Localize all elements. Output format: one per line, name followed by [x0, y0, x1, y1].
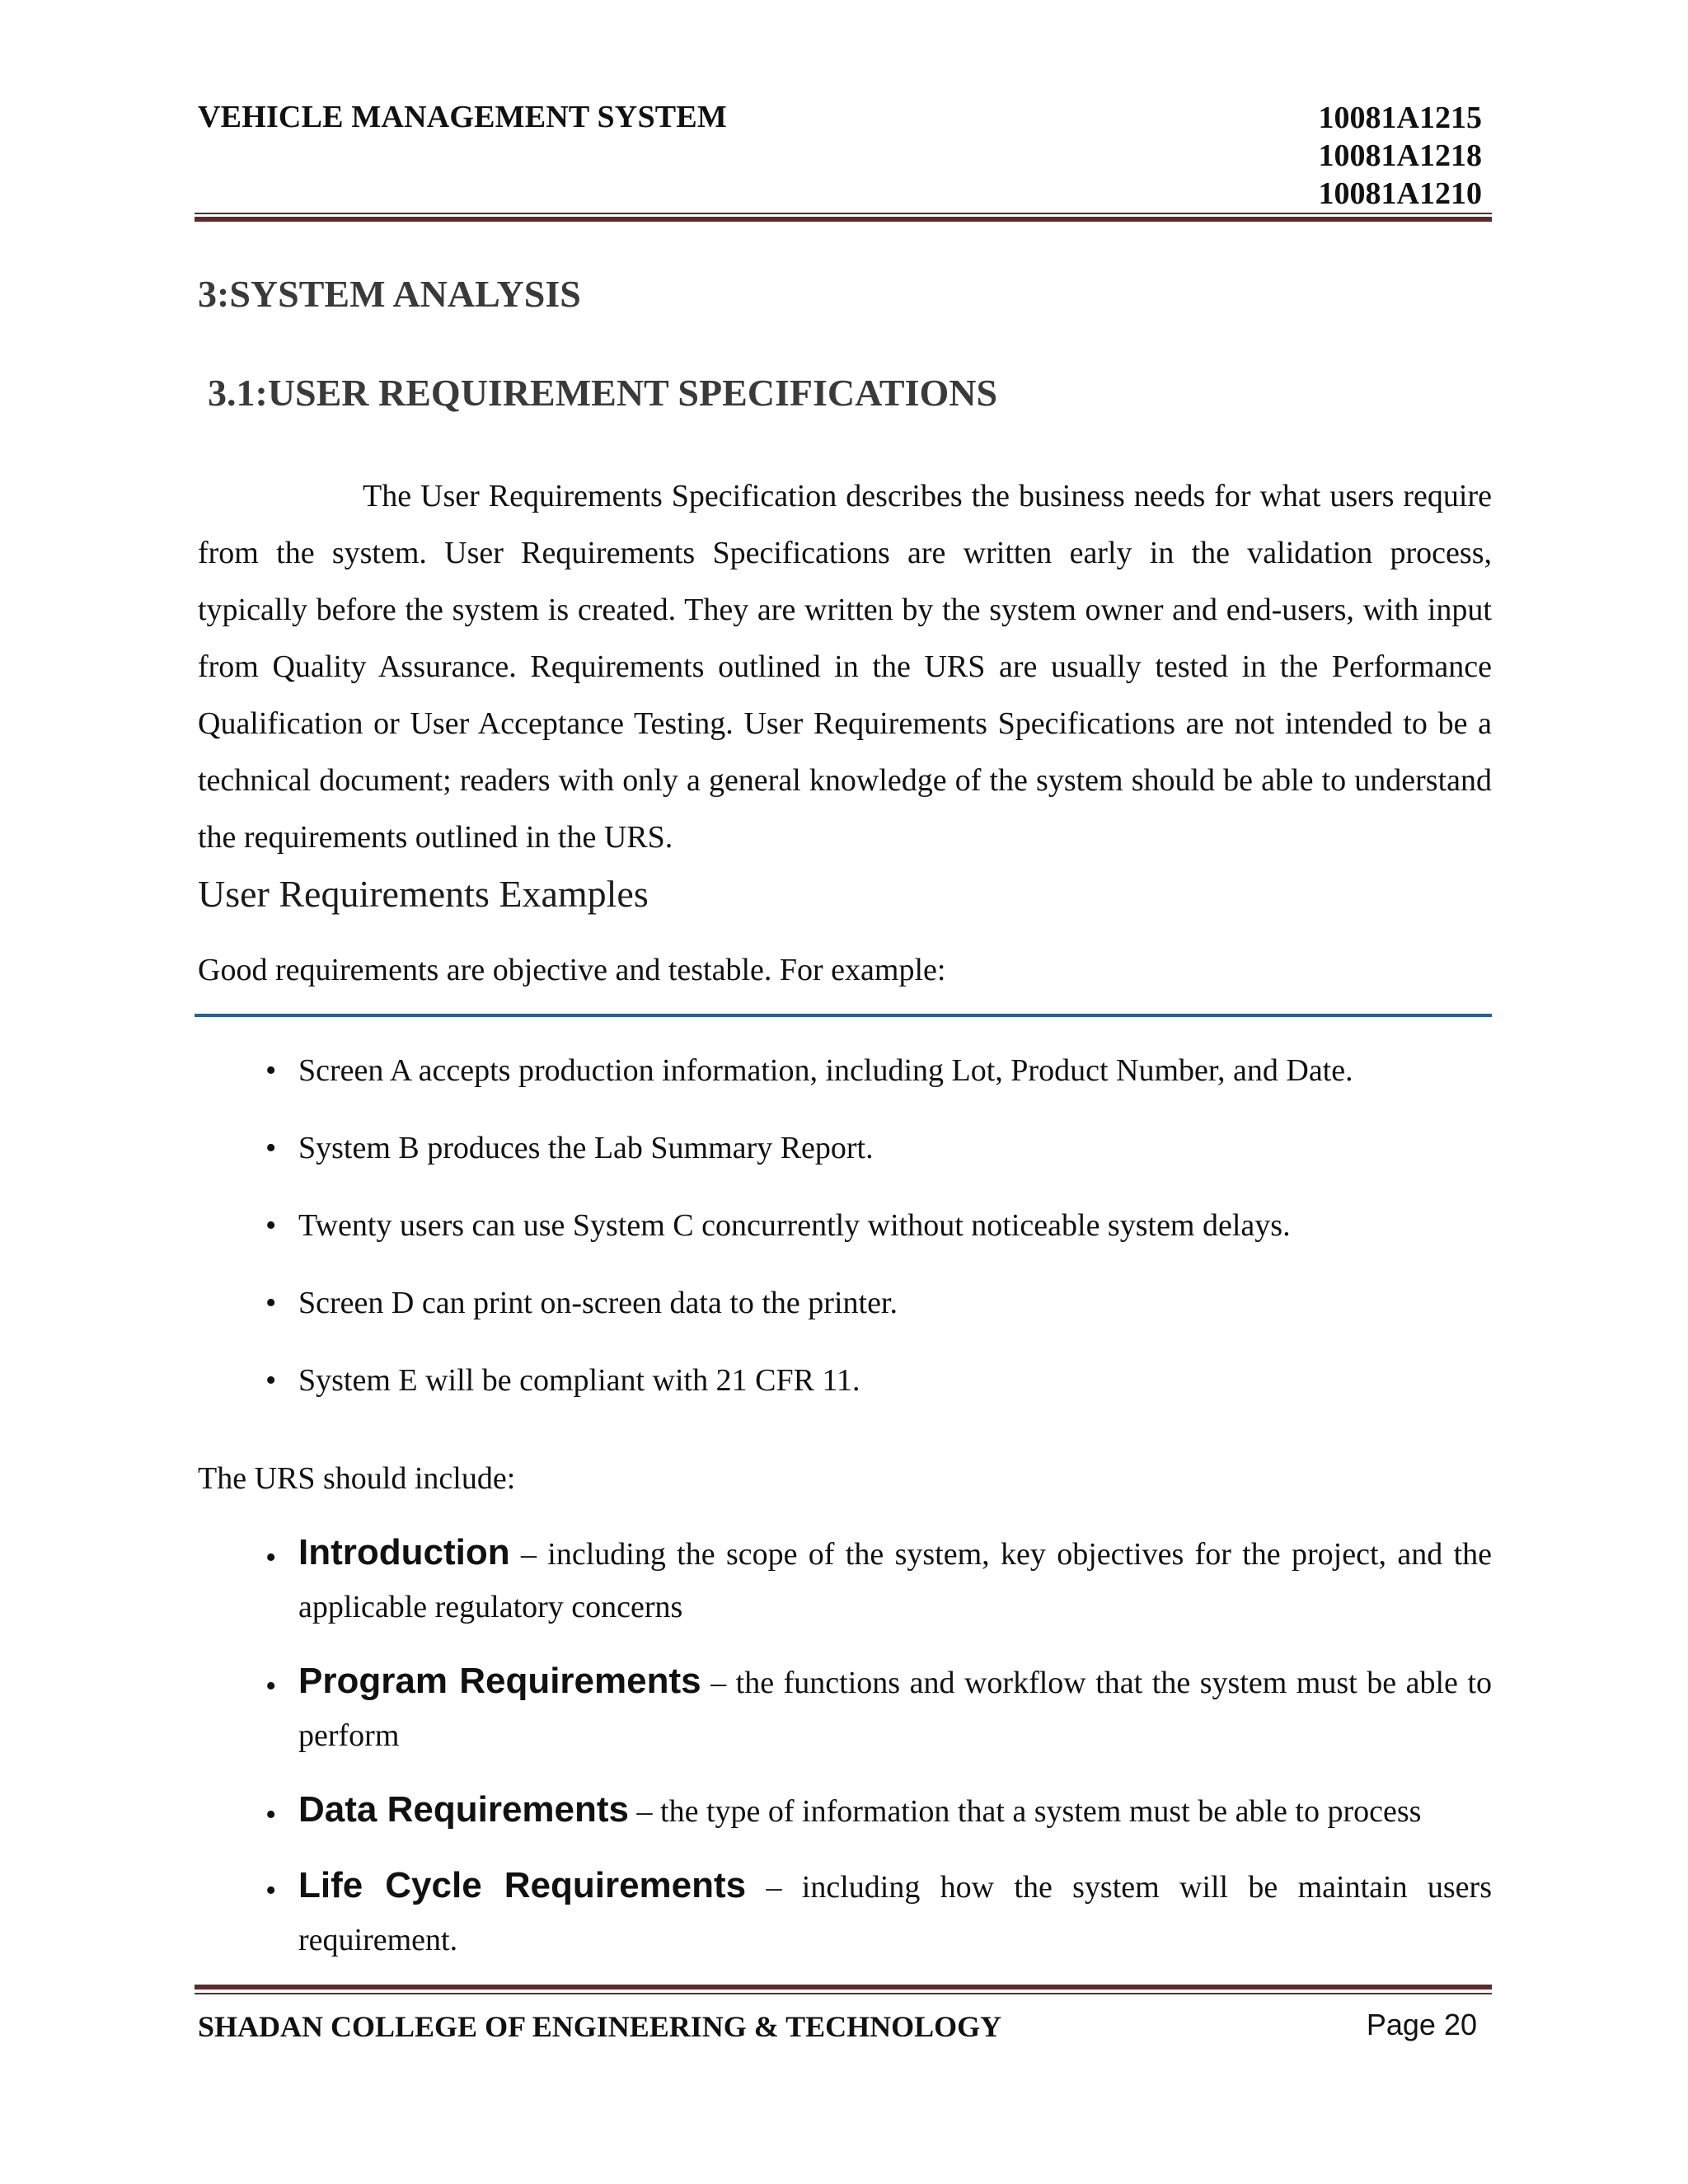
- bullet-icon: •: [265, 1286, 277, 1320]
- list-item-desc: – the functions and workflow that the system must be able to perform: [298, 1666, 1493, 1753]
- list-item-desc: – including the scope of the system, key objectives for the project, and the applicable regulatory concerns: [298, 1537, 1492, 1624]
- list-item: [198, 1207, 1492, 1284]
- list-item: [198, 1859, 1492, 1966]
- urs-lead: The URS should include:: [198, 1461, 516, 1496]
- footer-rule-thin: [195, 1993, 1492, 1994]
- list-item-text: Twenty users can use System C concurrently without noticeable system delays.: [298, 1208, 1291, 1243]
- list-item-text: System B produces the Lab Summary Report.: [298, 1131, 874, 1165]
- section-title: 3:SYSTEM ANALYSIS: [198, 273, 581, 315]
- list-item: [198, 1129, 1492, 1207]
- list-item: [198, 1655, 1492, 1762]
- footer-rule-thick: [195, 1985, 1492, 1990]
- list-item-text: System E will be compliant with 21 CFR 11.: [298, 1363, 860, 1398]
- urs-list: [198, 1526, 1492, 1966]
- list-item-term: Life Cycle Requirements: [298, 1865, 747, 1905]
- list-item: [198, 1783, 1492, 1838]
- list-item-text: Screen A accepts production information, including Lot, Product Number, and Date.: [298, 1053, 1353, 1088]
- bullet-icon: •: [265, 1797, 277, 1832]
- body-paragraph: The User Requirements Specification describes the business needs for what users require from the system. User Requirements Specifications are written early in the validation process, typically before the system is created. They are written by the system owner and end-users, with input from Quality Assurance. Requirements outlined in the URS are usually tested in the Performance Qualification or User Acceptance Testing. User Requirements Specifications are not intended to be a technical document; readers with only a general knowledge of the system should be able to understand the requirements outlined in the URS.: [198, 479, 1492, 855]
- list-item-term: Program Requirements: [298, 1661, 701, 1701]
- list-item: [198, 1284, 1492, 1361]
- footer-college: SHADAN COLLEGE OF ENGINEERING & TECHNOLOGY: [198, 2010, 1002, 2043]
- bullet-icon: •: [265, 1540, 277, 1575]
- bullet-icon: •: [265, 1873, 277, 1908]
- header-rule-thin: [195, 213, 1492, 214]
- list-item-term: Data Requirements: [298, 1789, 630, 1830]
- subsection-title: 3.1:USER REQUIREMENT SPECIFICATIONS: [208, 372, 998, 414]
- list-item-desc: – the type of information that a system must be able to process: [629, 1794, 1422, 1829]
- header-id: 10081A1215: [1318, 101, 1482, 135]
- list-item: [198, 1052, 1492, 1129]
- list-item-text: Screen D can print on-screen data to the printer.: [298, 1286, 898, 1320]
- bullet-icon: •: [265, 1131, 277, 1165]
- header-title: VEHICLE MANAGEMENT SYSTEM: [198, 100, 727, 134]
- bullet-icon: •: [265, 1053, 277, 1088]
- bullet-icon: •: [265, 1363, 277, 1398]
- list-item-term: Introduction: [298, 1532, 510, 1572]
- list-item: [198, 1526, 1492, 1633]
- examples-list: [198, 1052, 1492, 1439]
- list-item: [198, 1361, 1492, 1439]
- footer-page-number: Page 20: [1366, 2008, 1477, 2041]
- header-id: 10081A1218: [1318, 138, 1482, 173]
- bullet-icon: •: [265, 1669, 277, 1704]
- header-ids: [1319, 99, 1482, 213]
- header-id: 10081A1210: [1318, 176, 1482, 211]
- list-item-desc: – including how the system will be maintain users requirement.: [298, 1870, 1492, 1957]
- section-divider: [195, 1014, 1492, 1017]
- header-rule-thick: [195, 217, 1492, 222]
- examples-lead: Good requirements are objective and testable. For example:: [198, 953, 946, 987]
- bullet-icon: •: [265, 1208, 277, 1243]
- examples-heading: User Requirements Examples: [198, 873, 649, 915]
